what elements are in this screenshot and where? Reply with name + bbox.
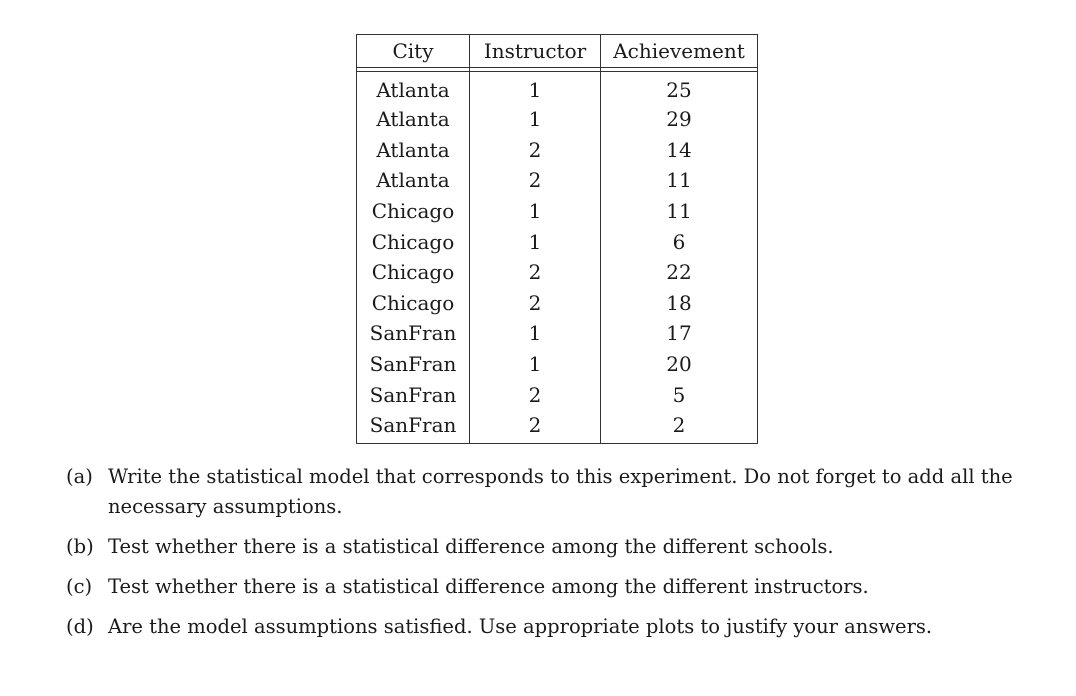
- question-item: [62, 612, 1062, 642]
- question-item: [62, 532, 1062, 562]
- table-row: [357, 288, 758, 319]
- table-body: [357, 72, 758, 444]
- cell-achievement: 2: [601, 410, 758, 443]
- cell-achievement: 11: [601, 196, 758, 227]
- question-item: [62, 572, 1062, 602]
- cell-instructor: 1: [470, 318, 601, 349]
- cell-city: Chicago: [357, 226, 470, 257]
- question-label: (a): [66, 465, 93, 488]
- table-row: [357, 318, 758, 349]
- question-text: Test whether there is a statistical difference among the different schools.: [108, 535, 834, 558]
- cell-instructor: 2: [470, 379, 601, 410]
- cell-achievement: 22: [601, 257, 758, 288]
- cell-achievement: 5: [601, 379, 758, 410]
- table-row: [357, 410, 758, 443]
- cell-instructor: 2: [470, 165, 601, 196]
- table-row: [357, 135, 758, 166]
- data-table-container: [356, 34, 758, 444]
- data-table: [356, 34, 758, 444]
- cell-instructor: 1: [470, 226, 601, 257]
- header-achievement: Achievement: [601, 35, 758, 68]
- table-row: [357, 379, 758, 410]
- question-label: (c): [66, 575, 93, 598]
- cell-instructor: 2: [470, 257, 601, 288]
- cell-city: SanFran: [357, 318, 470, 349]
- cell-instructor: 2: [470, 288, 601, 319]
- table-row: [357, 226, 758, 257]
- question-list: [62, 462, 1062, 652]
- cell-achievement: 14: [601, 135, 758, 166]
- cell-achievement: 20: [601, 349, 758, 380]
- question-label: (b): [66, 535, 94, 558]
- cell-city: Atlanta: [357, 72, 470, 105]
- cell-achievement: 6: [601, 226, 758, 257]
- table-header-row: [357, 35, 758, 68]
- cell-city: Chicago: [357, 196, 470, 227]
- table-row: [357, 257, 758, 288]
- cell-instructor: 2: [470, 410, 601, 443]
- cell-achievement: 25: [601, 72, 758, 105]
- cell-city: Atlanta: [357, 135, 470, 166]
- cell-instructor: 1: [470, 196, 601, 227]
- question-item: [62, 462, 1062, 522]
- header-city: City: [357, 35, 470, 68]
- question-text: Are the model assumptions satisfied. Use appropriate plots to justify your answers.: [108, 615, 933, 638]
- cell-instructor: 2: [470, 135, 601, 166]
- header-instructor: Instructor: [470, 35, 601, 68]
- table-row: [357, 349, 758, 380]
- cell-city: Chicago: [357, 288, 470, 319]
- cell-achievement: 17: [601, 318, 758, 349]
- cell-city: Chicago: [357, 257, 470, 288]
- table-row: [357, 196, 758, 227]
- cell-city: Atlanta: [357, 104, 470, 135]
- cell-city: Atlanta: [357, 165, 470, 196]
- table-row: [357, 104, 758, 135]
- question-label: (d): [66, 615, 94, 638]
- table-row: [357, 72, 758, 105]
- cell-instructor: 1: [470, 104, 601, 135]
- question-text: Test whether there is a statistical difference among the different instructors.: [108, 575, 869, 598]
- table-row: [357, 165, 758, 196]
- question-text: Write the statistical model that corresponds to this experiment. Do not forget to add all the necessary assumptions.: [108, 465, 1013, 518]
- cell-city: SanFran: [357, 379, 470, 410]
- cell-city: SanFran: [357, 410, 470, 443]
- cell-instructor: 1: [470, 72, 601, 105]
- cell-achievement: 11: [601, 165, 758, 196]
- cell-achievement: 29: [601, 104, 758, 135]
- cell-city: SanFran: [357, 349, 470, 380]
- cell-instructor: 1: [470, 349, 601, 380]
- cell-achievement: 18: [601, 288, 758, 319]
